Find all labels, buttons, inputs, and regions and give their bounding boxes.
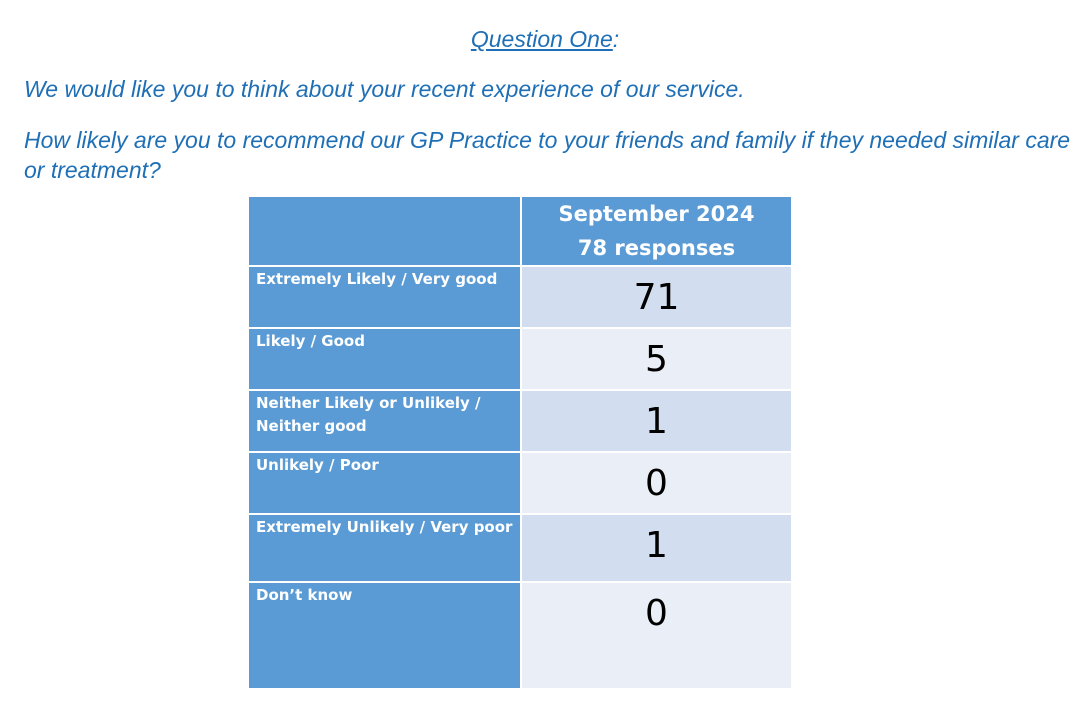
row-label: Don’t know (248, 582, 521, 689)
intro-text: We would like you to think about your recent experience of our service. (24, 76, 745, 102)
row-label: Extremely Likely / Very good (248, 266, 521, 328)
table-row (248, 582, 792, 689)
table-row (248, 452, 792, 514)
row-label: Neither Likely or Unlikely / Neither good (248, 390, 521, 452)
table-row (248, 328, 792, 390)
question-text: How likely are you to recommend our GP Practice to your friends and family if they needed similar care or treatment? (24, 127, 1071, 183)
row-value: 71 (521, 266, 792, 328)
row-value: 0 (521, 452, 792, 514)
row-label: Likely / Good (248, 328, 521, 390)
row-value: 1 (521, 390, 792, 452)
row-label: Extremely Unlikely / Very poor (248, 514, 521, 582)
results-table (247, 195, 793, 690)
row-value: 0 (521, 582, 792, 689)
row-value: 5 (521, 328, 792, 390)
header-period-cell (521, 196, 792, 266)
header-responses: 78 responses (577, 236, 736, 260)
table-row (248, 266, 792, 328)
table-row (248, 390, 792, 452)
header-period: September 2024 (558, 202, 755, 226)
header-blank-cell (248, 196, 521, 266)
row-value: 1 (521, 514, 792, 582)
table-header-row (248, 196, 792, 266)
question-heading (0, 26, 1090, 53)
row-label: Unlikely / Poor (248, 452, 521, 514)
question-title: Question One (470, 26, 613, 52)
table-row (248, 514, 792, 582)
question-title-colon: : (612, 26, 620, 52)
